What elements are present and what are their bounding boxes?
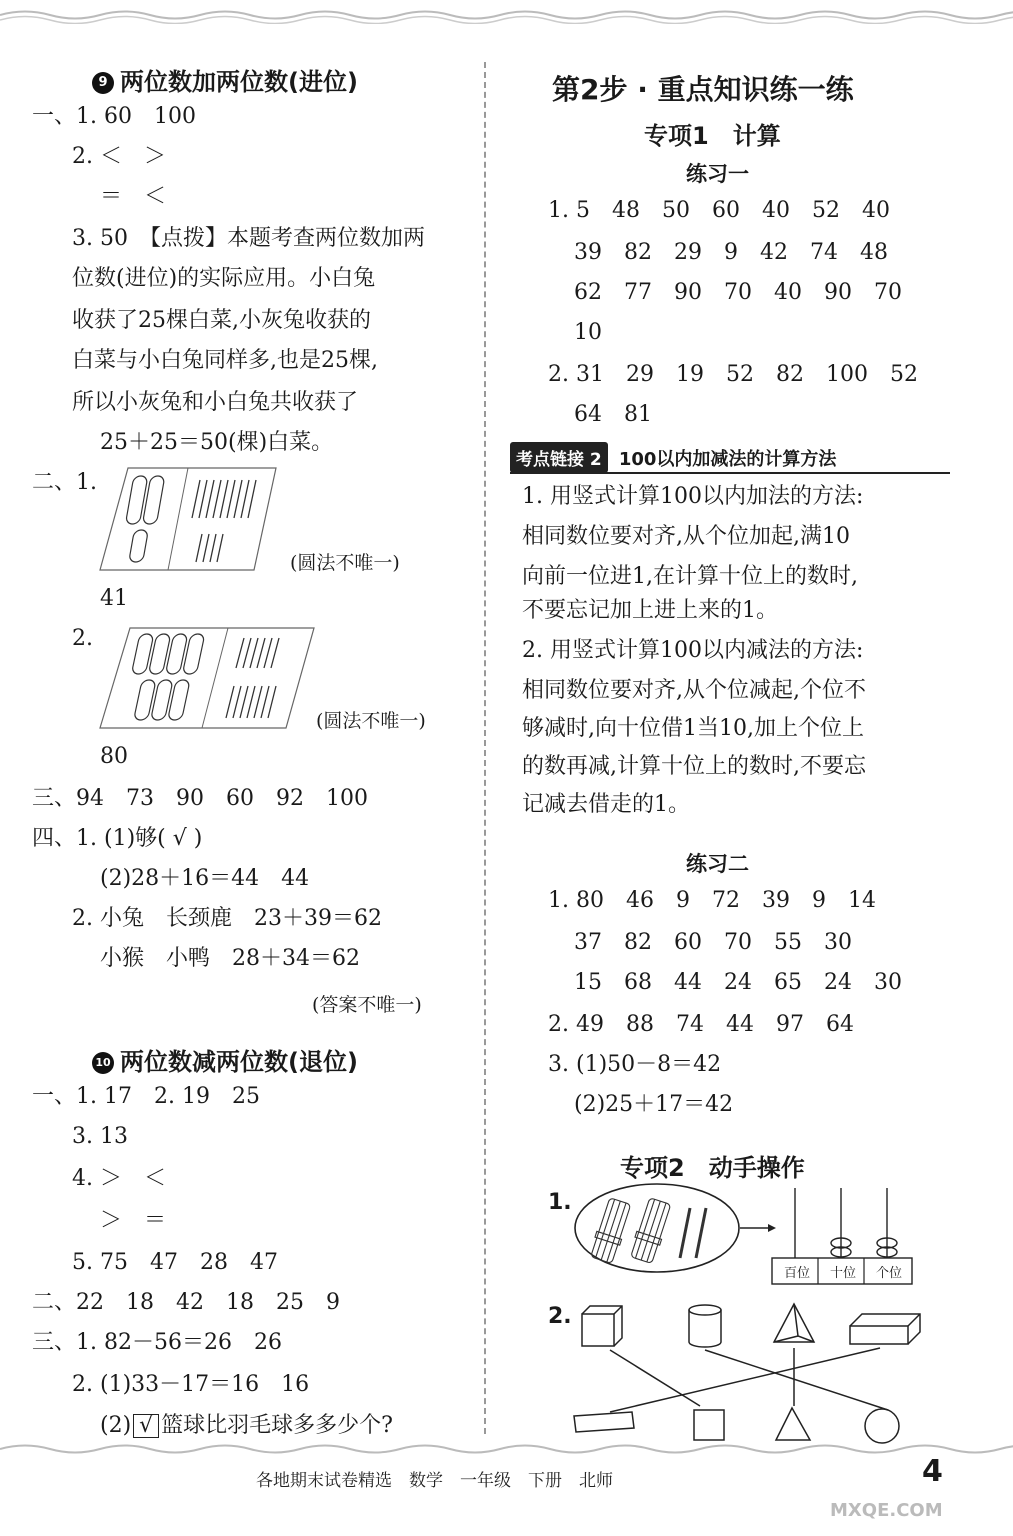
section-10-badge: 10 <box>92 1052 114 1074</box>
section-9-title-text: 两位数加两位数(进位) <box>120 68 358 96</box>
answer-row: 41 <box>100 586 128 611</box>
answer-row: 2. (1)33－17＝16 16 <box>72 1372 310 1397</box>
answer-row: 2. 31 29 19 52 82 100 52 <box>548 362 918 387</box>
answer-row: 4. ＞ ＜ <box>72 1166 166 1191</box>
step-title: 第2步 · 重点知识练一练 <box>552 73 854 106</box>
answer-row: 小猴 小鸭 28＋34＝62 <box>100 946 360 971</box>
key-point-tag: 考点链接 2 <box>510 442 608 473</box>
answer-row: 37 82 60 70 55 30 <box>574 930 852 955</box>
section-9-badge: 9 <box>92 72 114 94</box>
bottom-border <box>0 1440 1013 1458</box>
answer-row: 四、1. (1)够( √ ) <box>32 826 203 851</box>
question-number: 2. <box>548 1304 572 1329</box>
method-text: 够减时,向十位借1当10,加上个位上 <box>522 716 864 741</box>
topic-2-title: 专项2 动手操作 <box>620 1154 805 1182</box>
answer-row: 3. 50 【点拨】本题考查两位数加两 <box>72 226 425 251</box>
answer-row: 1. 80 46 9 72 39 9 14 <box>548 888 876 913</box>
answer-prefix: (2) <box>100 1413 132 1438</box>
answer-row: 位数(进位)的实际应用。小白兔 <box>72 266 376 291</box>
answer-row: 39 82 29 9 42 74 48 <box>574 240 888 265</box>
check-box: √ <box>133 1414 159 1438</box>
answer-row: 三、94 73 90 60 92 100 <box>32 786 368 811</box>
footer-text: 各地期末试卷精选 数学 一年级 下册 北师 <box>256 1471 613 1491</box>
answer-row: 15 68 44 24 65 24 30 <box>574 970 902 995</box>
answer-row: 白菜与小白兔同样多,也是25棵, <box>72 348 378 373</box>
sticks-figure-2 <box>96 624 318 732</box>
method-text: 相同数位要对齐,从个位加起,满10 <box>522 524 850 549</box>
answer-row: 80 <box>100 744 128 769</box>
answer-row: 25＋25＝50(棵)白菜。 <box>100 430 334 455</box>
abacus-label-ones: 个位 <box>875 1266 902 1281</box>
answer-row: 10 <box>574 320 602 345</box>
section-10-title <box>92 1042 358 1077</box>
method-text: 相同数位要对齐,从个位减起,个位不 <box>522 678 866 703</box>
watermark: MXQE.COM <box>830 1500 943 1521</box>
abacus-label-tens: 十位 <box>829 1266 856 1281</box>
figure-note: (圆法不唯一) <box>290 552 400 574</box>
answer-row: ＞ ＝ <box>100 1208 167 1233</box>
answer-row: 收获了25棵白菜,小灰兔收获的 <box>72 308 371 333</box>
section-9-title <box>92 62 358 97</box>
section-10-title-text: 两位数减两位数(退位) <box>120 1048 358 1076</box>
answer-row: 二、1. <box>32 470 97 495</box>
answer-row: 1. 5 48 50 60 40 52 40 <box>548 198 890 223</box>
answer-row: ＝ ＜ <box>100 184 167 209</box>
answer-row: (2)28＋16＝44 44 <box>100 866 310 891</box>
solid-matching-figure <box>570 1300 930 1450</box>
method-text: 1. 用竖式计算100以内加法的方法: <box>522 484 864 509</box>
topic-1-title: 专项1 计算 <box>644 122 781 150</box>
method-text: 的数再减,计算十位上的数时,不要忘 <box>522 754 866 779</box>
key-point-title: 100以内加减法的计算方法 <box>618 449 837 470</box>
answer-note: (答案不唯一) <box>312 994 422 1016</box>
answer-row: (2)25＋17＝42 <box>574 1092 734 1117</box>
method-text: 向前一位进1,在计算十位上的数时, <box>522 564 858 589</box>
answer-row: 一、1. 60 100 <box>32 104 196 129</box>
answer-row: 2. 小兔 长颈鹿 23＋39＝62 <box>72 906 382 931</box>
answer-row: 所以小灰兔和小白兔共收获了 <box>72 390 359 415</box>
answer-row: 2. <box>72 626 93 651</box>
answer-row: 3. 13 <box>72 1124 128 1149</box>
exercise-1-title: 练习一 <box>686 162 749 186</box>
method-text: 不要忘记加上进上来的1。 <box>522 598 778 623</box>
answer-row: 2. 49 88 74 44 97 64 <box>548 1012 854 1037</box>
answer-text: 篮球比羽毛球多多少个? <box>161 1413 393 1438</box>
question-number: 1. <box>548 1190 572 1215</box>
exercise-2-title: 练习二 <box>686 852 749 876</box>
answer-row: 5. 75 47 28 47 <box>72 1250 278 1275</box>
answer-row: 三、1. 82－56＝26 26 <box>32 1330 282 1355</box>
column-divider <box>484 62 486 1434</box>
key-point-link <box>510 442 950 474</box>
answer-row <box>100 1414 393 1438</box>
method-text: 记减去借走的1。 <box>522 792 690 817</box>
answer-row: 一、1. 17 2. 19 25 <box>32 1084 260 1109</box>
sticks-figure-1 <box>96 464 286 574</box>
abacus-labels <box>774 1262 912 1281</box>
top-border <box>0 6 1013 24</box>
figure-note: (圆法不唯一) <box>316 710 426 732</box>
answer-row: 62 77 90 70 40 90 70 <box>574 280 902 305</box>
answer-row: 二、22 18 42 18 25 9 <box>32 1290 340 1315</box>
abacus-label-hundreds: 百位 <box>783 1266 810 1281</box>
answer-row: 64 81 <box>574 402 652 427</box>
method-text: 2. 用竖式计算100以内减法的方法: <box>522 638 864 663</box>
answer-row: 2. ＜ ＞ <box>72 144 166 169</box>
page-number: 4 <box>922 1454 943 1489</box>
answer-row: 3. (1)50－8＝42 <box>548 1052 722 1077</box>
